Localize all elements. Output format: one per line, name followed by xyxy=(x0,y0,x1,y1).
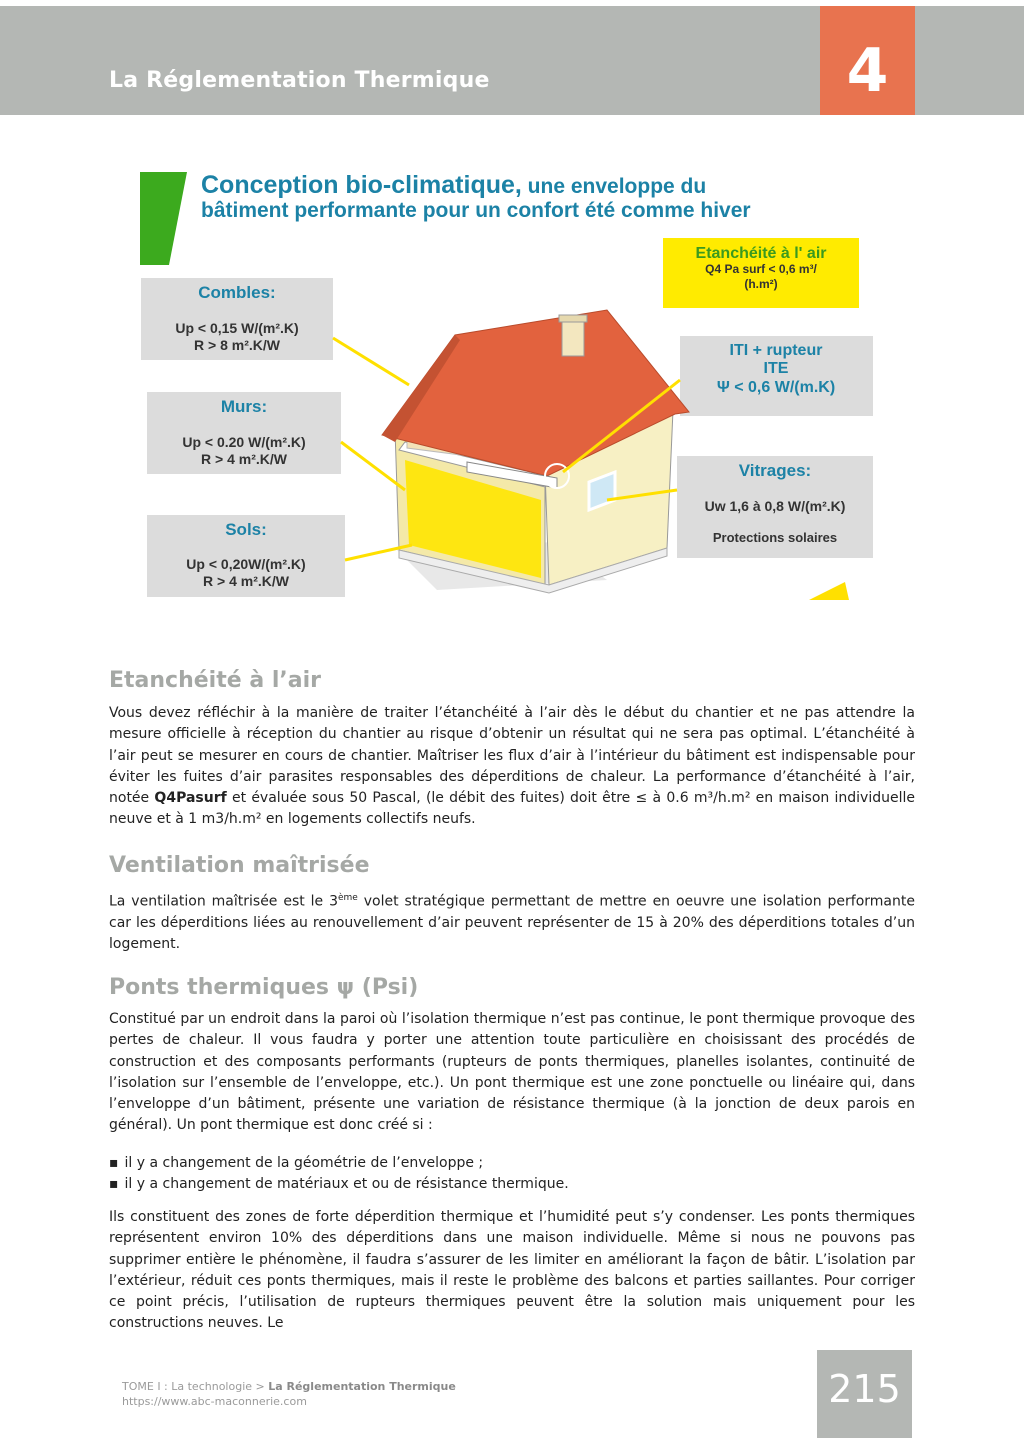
list-item: ▪ il y a changement de matériaux et ou de résistance thermique. xyxy=(109,1174,915,1195)
etancheite-box-line2: (h.m²) xyxy=(744,277,778,291)
footer-breadcrumb: TOME I : La technologie > La Réglementation Thermique xyxy=(122,1380,456,1393)
figure-title-bold: Conception bio-climatique, xyxy=(201,171,522,199)
sols-box-line2: R > 4 m².K/W xyxy=(203,573,289,589)
paragraph-etancheite: Vous devez réfléchir à la manière de traiter l’étanchéité à l’air dès le début du chantier et ne pas attendre la mesure officielle à réception du chantier au risque d’obtenir un résultat qui ne sera pas optimal. L’étanchéité à l’air peut se mesurer en cours de chantier. Maîtriser les flux d’air à l’intérieur du bâtiment est indispensable pour éviter les fuites d’air parasites responsables des déperditions de chaleur. La performance d’étanchéité à l’air, notée Q4Pasurf et évaluée sous 50 Pascal, (le débit des fuites) doit être ≤ à 0.6 m³/h.m² en maison individuelle neuve et à 1 m3/h.m² en logements collectifs neufs. xyxy=(109,705,915,828)
list-item: ▪ il y a changement de la géométrie de l’enveloppe ; xyxy=(109,1153,915,1174)
paragraph-ponts-2: Ils constituent des zones de forte déperdition thermique et l’humidité peut s’y condenser. Les ponts thermiques représentent environ 10% des déperditions dans une maison individuelle. Même si nous ne pouvons pas supprimer entière le phénomène, il faudra s’assurer de les limiter en améliorant la façon de bâtir. L’isolation par l’extérieur, réduit ces ponts thermiques, mais il reste le problème des balcons et parties saillantes. Pour corriger ce point précis, l’utilisation de rupteurs thermiques peuvent être la solution mais uniquement pour les constructions neuves. Le xyxy=(109,1209,915,1332)
paragraph-ventilation: La ventilation maîtrisée est le 3ème volet stratégique permettant de mettre en oeuvre une isolation performante car les déperditions liées au renouvellement d’air peuvent représenter de 15 à 20% des déperditions totales d’un logement. xyxy=(109,893,915,953)
vitrages-box-line1: Uw 1,6 à 0,8 W/(m².K) xyxy=(704,498,846,514)
chapter-title: La Réglementation Thermique xyxy=(109,68,490,93)
combles-box-title: Combles: xyxy=(198,283,276,302)
footer-chapter: La Réglementation Thermique xyxy=(268,1380,456,1393)
figure-title-rest: une enveloppe du xyxy=(521,175,707,198)
iti-box-line3: Ψ < 0,6 W/(m.K) xyxy=(716,379,836,396)
murs-box-line1: Up < 0.20 W/(m².K) xyxy=(182,434,306,450)
q4pasurf-term: Q4Pasurf xyxy=(154,790,227,807)
heading-etancheite: Etanchéité à l’air xyxy=(109,668,321,693)
bullet-list xyxy=(109,1153,915,1194)
etancheite-box-title: Etanchéité à l' air xyxy=(695,245,827,262)
etancheite-box-line1: Q4 Pa surf < 0,6 m³/ xyxy=(705,262,817,276)
vitrages-box-title: Vitrages: xyxy=(738,461,812,480)
svg-text:Conception bio-climatique, une xyxy=(201,171,706,199)
heading-ventilation: Ventilation maîtrisée xyxy=(109,853,370,878)
sols-box-title: Sols: xyxy=(225,520,267,539)
sols-box-line1: Up < 0,20W/(m².K) xyxy=(186,556,306,572)
chapter-number: 4 xyxy=(820,6,915,115)
heading-ponts-thermiques: Ponts thermiques ψ (Psi) xyxy=(109,975,419,1000)
page-number: 215 xyxy=(817,1350,912,1438)
iti-box-line1: ITI + rupteur xyxy=(729,342,823,359)
house-drawing xyxy=(382,310,689,593)
figure-title-line2: bâtiment performante pour un confort été comme hiver xyxy=(201,199,751,222)
iti-box-line2: ITE xyxy=(763,360,789,377)
corner-mark xyxy=(809,582,849,600)
paragraph-ponts-1: Constitué par un endroit dans la paroi où l’isolation thermique n’est pas continue, le pont thermique provoque des pertes de chaleur. Il vous faudra y porter une attention toute particulière en choisissant des procédés de construction et des composants performants (rupteurs de ponts thermiques, planelles isolantes, continuité de l’isolation sur l’ensemble de l’enveloppe, etc.). Un pont thermique est une zone ponctuelle ou linéaire qui, dans l’enveloppe d’un bâtiment, présente une variation de résistance thermique (à la jonction de deux parois en général). Un pont thermique est donc créé si : xyxy=(109,1011,915,1134)
bioclimatic-house-illustration xyxy=(137,160,887,610)
footer-url[interactable]: https://www.abc-maconnerie.com xyxy=(122,1395,307,1408)
murs-box-title: Murs: xyxy=(220,397,268,416)
green-accent-bar xyxy=(140,172,187,265)
combles-box-line1: Up < 0,15 W/(m².K) xyxy=(175,320,299,336)
vitrages-box-line2: Protections solaires xyxy=(712,530,838,545)
murs-box-line2: R > 4 m².K/W xyxy=(201,451,287,467)
combles-box-line2: R > 8 m².K/W xyxy=(194,337,280,353)
